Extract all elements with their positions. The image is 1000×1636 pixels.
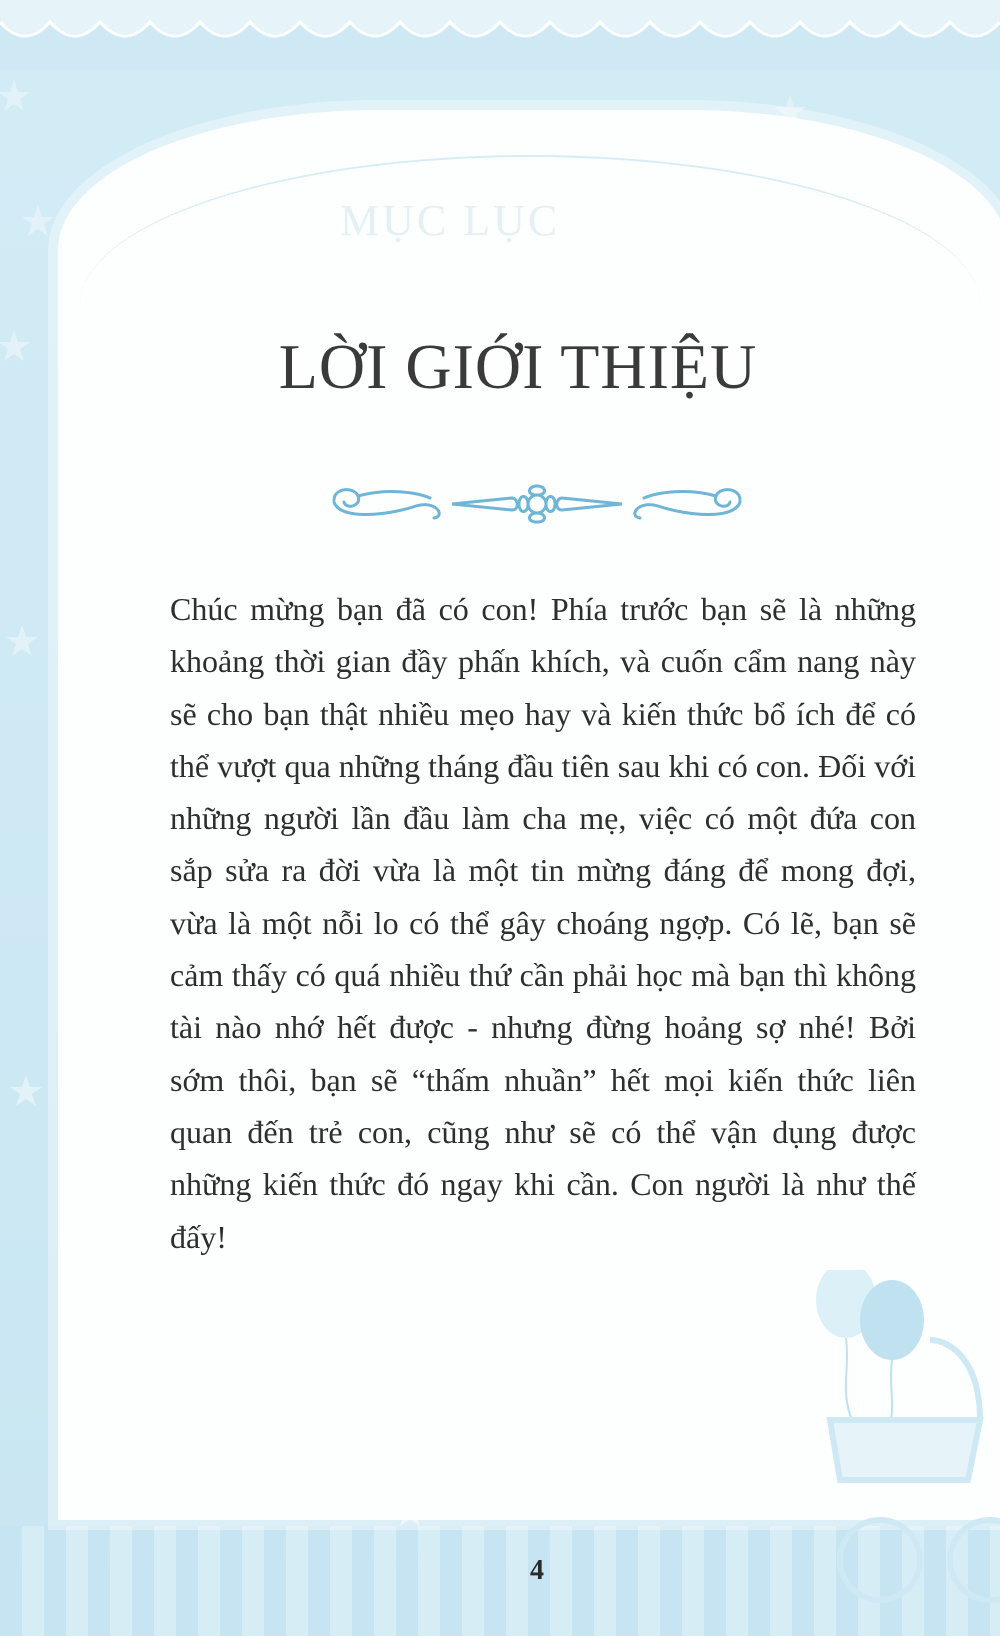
background-heading: MỤC LỤC <box>340 196 561 245</box>
page-number: 4 <box>530 1555 544 1586</box>
stroller-icon <box>830 1340 1000 1600</box>
page-title: LỜI GIỚI THIỆU <box>278 331 758 402</box>
intro-paragraph: Chúc mừng bạn đã có con! Phía trước bạn sẽ là những khoảng thời gian đầy phấn khích, và cuốn cẩm nang này sẽ cho bạn thật nhiều mẹo hay và kiến thức bổ ích để có thể vượt qua những tháng đầu tiên sau khi có con. Đối với những người lần đầu làm cha mẹ, việc có một đứa con sắp sửa ra đời vừa là một tin mừng đáng để mong đợi, vừa là một nỗi lo có thể gây choáng ngợp. Có lẽ, bạn sẽ cảm thấy có quá nhiều thứ cần phải học mà bạn thì không tài nào nhớ hết được - nhưng đừng hoảng sợ nhé! Bởi sớm thôi, bạn sẽ “thấm nhuần” hết mọi kiến thức liên quan đến trẻ con, cũng như sẽ có thể vận dụng được những kiến thức đó ngay khi cần. Con người là như thế đấy! <box>170 591 916 1255</box>
baby-illustration <box>800 1270 1000 1636</box>
balloon-icon <box>816 1270 924 1435</box>
scroll-ornament-icon <box>326 480 748 528</box>
